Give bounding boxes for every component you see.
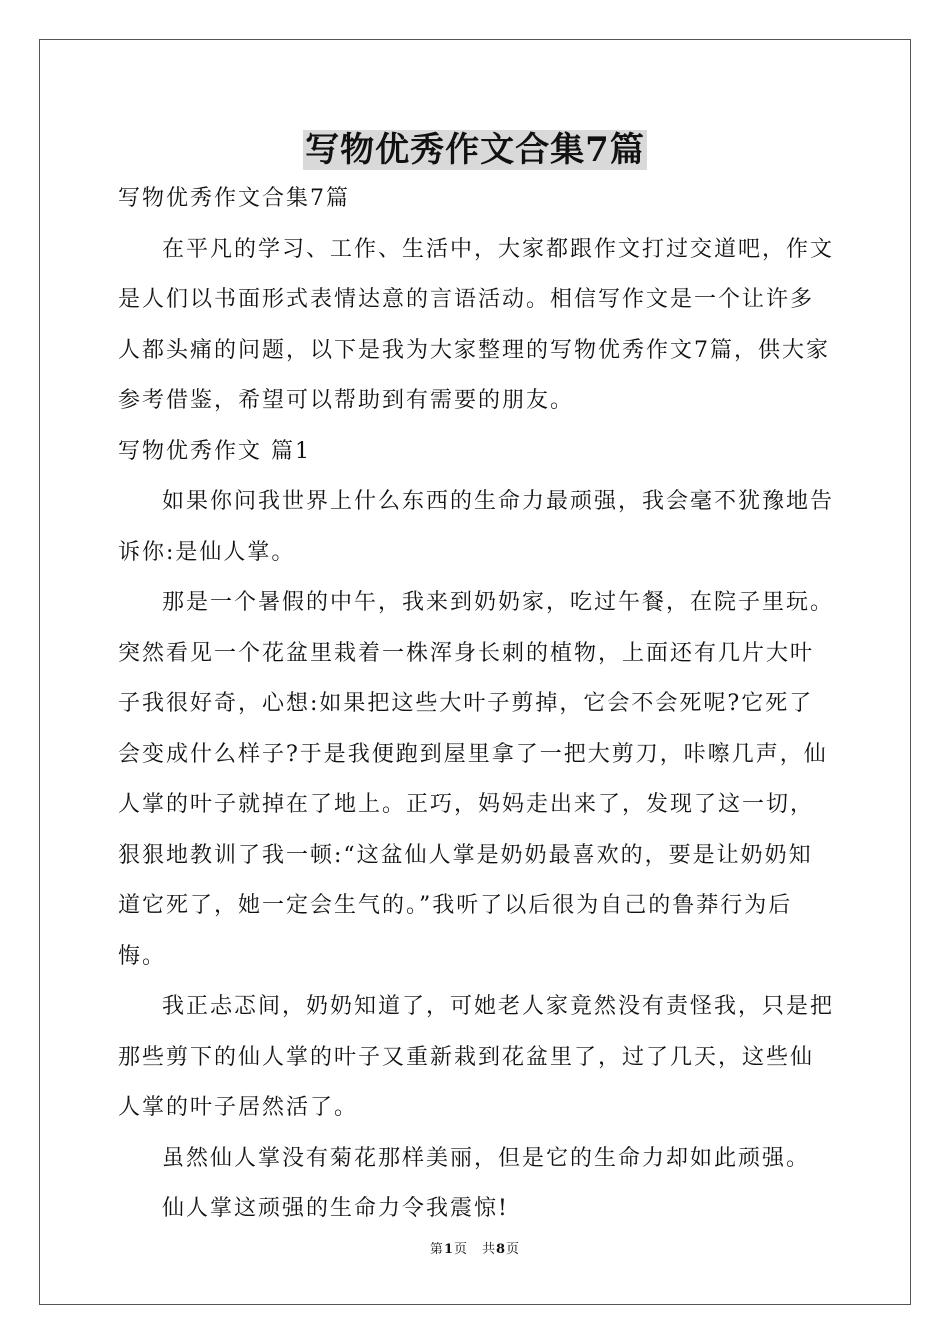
page-prefix: 第 [429,1242,444,1257]
body-paragraph: 那是一个暑假的中午，我来到奶奶家，吃过午餐，在院子里玩。突然看见一个花盆里栽着一株浑身长刺的植物，上面还有几片大叶子我很好奇，心想:如果把这些大叶子剪掉，它会不会死呢?它死了会变成什么样子?于是我便跑到屋里拿了一把大剪刀，咔嚓几声，仙人掌的叶子就掉在了地上。正巧，妈妈走出来了，发现了这一切，狠狠地教训了我一顿:“这盆仙人掌是奶奶最喜欢的，要是让奶奶知道它死了，她一定会生气的。”我听了以后很为自己的鲁莽行为后悔。 [118,590,835,969]
body-paragraph: 仙人掌这顽强的生命力令我震惊! [162,1196,509,1221]
document-title [0,128,950,172]
document-body [118,174,834,1235]
body-paragraph: 虽然仙人掌没有菊花那样美丽，但是它的生命力却如此顽强。 [162,1145,811,1171]
page-current: 1 [443,1242,454,1257]
document-title-text: 写物优秀作文合集7篇 [305,130,645,170]
section-heading: 写物优秀作文 篇1 [118,438,311,464]
body-paragraph: 我正忐忑间，奶奶知道了，可她老人家竟然没有责怪我，只是把那些剪下的仙人掌的叶子又重新栽到花盆里了，过了几天，这些仙人掌的叶子居然活了。 [118,994,835,1120]
body-paragraph: 如果你问我世界上什么东西的生命力最顽强，我会毫不犹豫地告诉你:是仙人掌。 [118,489,835,565]
intro-paragraph: 在平凡的学习、工作、生活中，大家都跟作文打过交道吧，作文是人们以书面形式表情达意的言语活动。相信写作文是一个让许多人都头痛的问题，以下是我为大家整理的写物优秀作文7篇，供大家参考借鉴，希望可以帮助到有需要的朋友。 [118,236,835,413]
document-subtitle: 写物优秀作文合集7篇 [118,186,350,211]
page-mid: 页 共 [453,1242,496,1257]
page-suffix: 页 [506,1242,521,1257]
page-footer [0,1240,950,1260]
page-total: 8 [496,1242,507,1257]
